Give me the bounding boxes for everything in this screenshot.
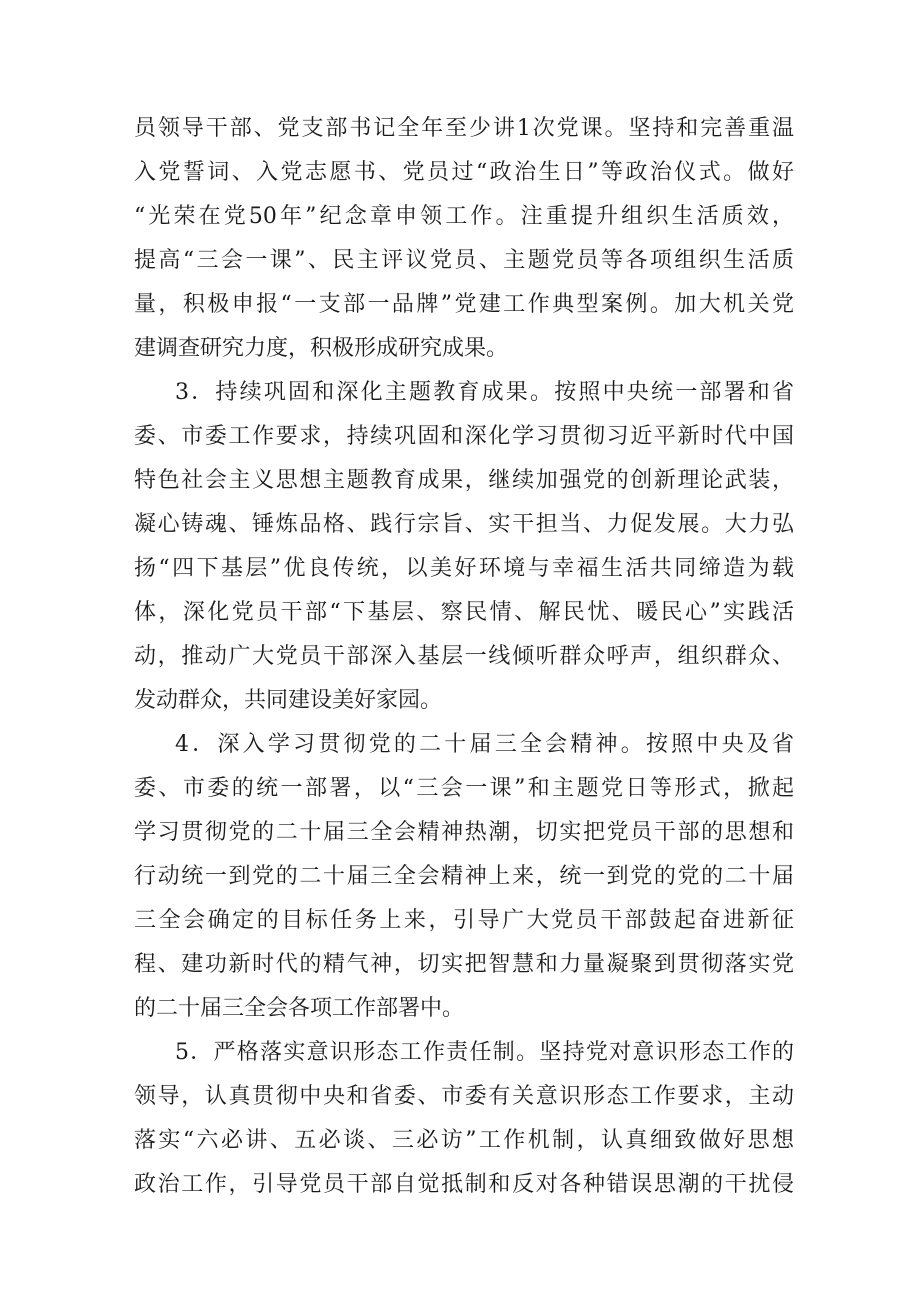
text-line: 动，推动广大党员干部深入基层一线倾听群众呼声，组织群众、	[134, 644, 794, 669]
paragraph-item-5	[134, 1031, 794, 1207]
text-line: 程、建功新时代的精气神，切实把智慧和力量凝聚到贯彻落实党	[134, 952, 794, 977]
text-line: 量，积极申报“一支部一品牌”党建工作典型案例。加大机关党	[134, 292, 794, 317]
text-line: 学习贯彻党的二十届三全会精神热潮，切实把党员干部的思想和	[134, 820, 794, 845]
text-line: 落实“六必讲、五必谈、三必访”工作机制，认真细致做好思想	[134, 1128, 794, 1153]
text-line: 的二十届三全会各项工作部署中。	[134, 996, 465, 1021]
text-line: 扬“四下基层”优良传统，以美好环境与幸福生活共同缔造为载	[134, 556, 794, 581]
text-line: 领导，认真贯彻中央和省委、市委有关意识形态工作要求，主动	[134, 1084, 794, 1109]
document-body	[134, 107, 794, 1207]
paragraph-item-4	[134, 723, 794, 1031]
text-line: 3．持续巩固和深化主题教育成果。按照中央统一部署和省	[175, 380, 794, 405]
text-line: “光荣在党50年”纪念章申领工作。注重提升组织生活质效，	[134, 204, 794, 229]
text-line: 提高“三会一课”、民主评议党员、主题党员等各项组织生活质	[134, 248, 794, 273]
text-line: 发动群众，共同建设美好家园。	[134, 688, 443, 713]
text-line: 建调查研究力度，积极形成研究成果。	[134, 336, 509, 361]
text-line: 特色社会主义思想主题教育成果，继续加强党的创新理论武装，	[134, 468, 794, 493]
text-line: 4．深入学习贯彻党的二十届三全会精神。按照中央及省	[175, 732, 794, 757]
text-line: 三全会确定的目标任务上来，引导广大党员干部鼓起奋进新征	[134, 908, 794, 933]
paragraph-party-lessons	[134, 107, 794, 371]
text-line: 政治工作，引导党员干部自觉抵制和反对各种错误思潮的干扰侵	[134, 1172, 794, 1197]
text-line: 体，深化党员干部“下基层、察民情、解民忧、暖民心”实践活	[134, 600, 794, 625]
text-line: 凝心铸魂、锤炼品格、践行宗旨、实干担当、力促发展。大力弘	[134, 512, 794, 537]
text-line: 入党誓词、入党志愿书、党员过“政治生日”等政治仪式。做好	[134, 160, 794, 185]
text-line: 委、市委的统一部署，以“三会一课”和主题党日等形式，掀起	[134, 776, 794, 801]
text-line: 员领导干部、党支部书记全年至少讲1次党课。坚持和完善重温	[134, 116, 794, 141]
text-line: 委、市委工作要求，持续巩固和深化学习贯彻习近平新时代中国	[134, 424, 794, 449]
text-line: 5．严格落实意识形态工作责任制。坚持党对意识形态工作的	[175, 1040, 794, 1065]
paragraph-item-3	[134, 371, 794, 723]
text-line: 行动统一到党的二十届三全会精神上来，统一到党的党的二十届	[134, 864, 794, 889]
